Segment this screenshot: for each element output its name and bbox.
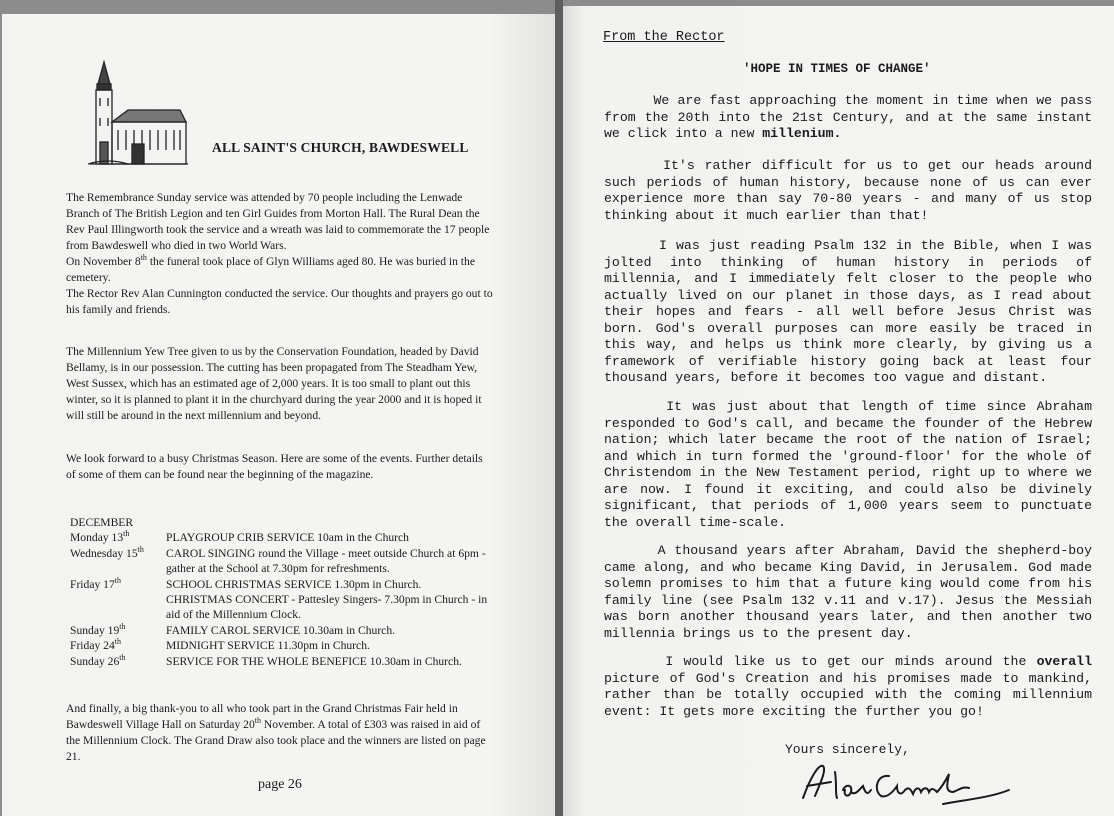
- ordinal-suffix: th: [119, 621, 126, 631]
- event-line: SCHOOL CHRISTMAS SERVICE 1.30pm in Church.: [166, 577, 422, 591]
- event-day: [70, 577, 166, 623]
- event-description: [166, 530, 500, 545]
- ordinal-suffix: th: [137, 544, 144, 554]
- event-day-text: Sunday 19: [70, 623, 120, 637]
- left-page: [2, 14, 555, 816]
- article-title: 'HOPE IN TIMES OF CHANGE': [743, 62, 931, 76]
- ordinal-suffix: th: [123, 529, 130, 539]
- remembrance-text: The Remembrance Sunday service was attended by 70 people including the Lenwade Branch of The British Legion and ten Girl Guides from Morton Hall. The Rural Dean the Rev Paul Illingworth took the service and a wreath was laid to commemorate the 17 people from Bawdeswell who died in two World Wars.: [66, 191, 490, 252]
- funeral-text-end: the funeral took place of Glyn Williams aged 80. He was buried in the cemetery.: [66, 255, 475, 284]
- event-line: PLAYGROUP CRIB SERVICE 10am in the Church: [166, 531, 409, 545]
- event-line: MIDNIGHT SERVICE 11.30pm in Church.: [166, 639, 370, 653]
- right-page: [563, 6, 1114, 816]
- church-illustration: [88, 58, 188, 166]
- event-description: [166, 638, 500, 653]
- ordinal-suffix: th: [254, 716, 261, 726]
- remembrance-paragraph: [66, 190, 494, 318]
- handwritten-signature: [793, 746, 1013, 806]
- p1-text: We are fast approaching the moment in time when we pass from the 20th into the 21st Century, and at the same instant we click into a new: [604, 93, 1092, 141]
- events-list: [70, 515, 500, 669]
- book-gutter: [555, 0, 563, 816]
- p2-text: It's rather difficult for us to get our heads around such periods of human history, because none of us can ever experience more than say 70-80 years - and many of us stop thinking about it much earlier than that!: [604, 158, 1092, 223]
- event-line: FAMILY CAROL SERVICE 10.30am in Church.: [166, 623, 396, 637]
- letter-paragraph-2: [604, 158, 1092, 224]
- rector-heading: From the Rector: [603, 30, 725, 45]
- event-line: SERVICE FOR THE WHOLE BENEFICE 10.30am in Church.: [166, 654, 462, 668]
- event-line: CAROL SINGING round the Village - meet outside Church at 6pm - gather at the School at 7.30pm for refreshments.: [166, 546, 486, 576]
- event-description: [166, 654, 500, 669]
- event-day: [70, 530, 166, 545]
- thank-you-text-end: November. A total of £303 was raised in aid of the Millennium Clock. The Grand Draw also took place and the winners are listed on page 21.: [66, 718, 486, 763]
- event-day: [70, 654, 166, 669]
- ordinal-suffix: th: [114, 575, 121, 585]
- event-day-text: Sunday 26: [70, 654, 120, 668]
- ordinal-suffix: th: [140, 253, 147, 263]
- thank-you-text-start: And finally, a big thank-you to all who took part in the Grand Christmas Fair held in Bawdeswell Village Hall on Saturday 20: [66, 702, 458, 731]
- funeral-service-text: The Rector Rev Alan Cunnington conducted the service. Our thoughts and prayers go out to his family and friends.: [66, 287, 493, 316]
- event-row: [70, 546, 500, 577]
- event-day: [70, 546, 166, 577]
- event-row: [70, 654, 500, 669]
- event-description: [166, 577, 500, 623]
- event-day-text: Friday 17: [70, 577, 115, 591]
- ordinal-suffix: th: [119, 652, 126, 662]
- event-day-text: Wednesday 15: [70, 546, 138, 560]
- p4-text: It was just about that length of time since Abraham responded to God's call, and became the founder of the Hebrew nation; which later became the root of the nation of Israel; and which in turn formed the 'ground-floor' for the whole of Christendom in the New Testament period, right up to where we are now. I found it exciting, and could also be divinely significant, that periods of 1,000 years seem to punctuate the overall time-scale.: [604, 399, 1092, 530]
- letter-paragraph-6: [604, 654, 1092, 720]
- event-day-text: Monday 13: [70, 531, 124, 545]
- event-row: [70, 530, 500, 545]
- letter-paragraph-1: [604, 93, 1092, 143]
- funeral-text-start: On November 8: [66, 255, 141, 268]
- events-month: DECEMBER: [70, 516, 134, 529]
- yew-tree-paragraph: The Millennium Yew Tree given to us by the Conservation Foundation, headed by David Bellamy, is in our possession. The cutting has been propagated from The Steadham Yew, West Sussex, which has an estimated age of 2,000 years. It is too small to plant out this winter, so it is planned to plant it in the churchyard during the year 2000 and it is hoped it will still be around in the next millennium and beyond.: [66, 345, 482, 422]
- thank-you-paragraph: [66, 701, 494, 765]
- church-title: ALL SAINT'S CHURCH, BAWDESWELL: [212, 140, 469, 155]
- letter-paragraph-4: [604, 399, 1092, 531]
- p5-text: A thousand years after Abraham, David the shepherd-boy came along, and who became King David, in Jerusalem. God made solemn promises to him that a future king would come from his family line (see Psalm 132 v.11 and v.17). Jesus the Messiah was born another thousand years later, and then another two millennia brings us to the present day.: [604, 543, 1092, 641]
- letter-paragraph-5: [604, 543, 1092, 642]
- page-number: page 26: [258, 777, 302, 792]
- event-description: [166, 623, 500, 638]
- letter-paragraph-3: [604, 238, 1092, 387]
- ordinal-suffix: th: [114, 637, 121, 647]
- letter-closing: Yours sincerely,: [785, 742, 910, 757]
- p6-text-end: picture of God's Creation and his promises made to mankind, rather than be totally occupied with the coming millennium event: It gets more exciting the further you go!: [604, 670, 1092, 719]
- p3-text: I was just reading Psalm 132 in the Bible, when I was jolted into thinking of human history in periods of millennia, and I immediately felt closer to the people who actually lived on our planet in those days, as I read about their hopes and fears - all well before Jesus Christ was born. God's overall purposes can more easily be traced in this way, and helps us think more clearly, by giving us a framework of verifiable history going back at least four thousand years, before it becomes too vague and distant.: [604, 238, 1093, 385]
- event-day-text: Friday 24: [70, 639, 115, 653]
- event-description: [166, 546, 500, 577]
- p1-bold-word: millenium.: [762, 126, 842, 141]
- event-row: [70, 623, 500, 638]
- event-day: [70, 638, 166, 653]
- p6-text-start: I would like us to get our minds around the: [665, 654, 1037, 669]
- christmas-intro-paragraph: We look forward to a busy Christmas Season. Here are some of the events. Further details of some of them can be found near the beginning of the magazine.: [66, 452, 483, 481]
- event-line: CHRISTMAS CONCERT - Pattesley Singers- 7.30pm in Church - in aid of the Millennium Clock.: [166, 593, 488, 622]
- event-day: [70, 623, 166, 638]
- p6-bold-word: overall: [1036, 654, 1092, 669]
- event-row: [70, 638, 500, 653]
- event-row: [70, 577, 500, 623]
